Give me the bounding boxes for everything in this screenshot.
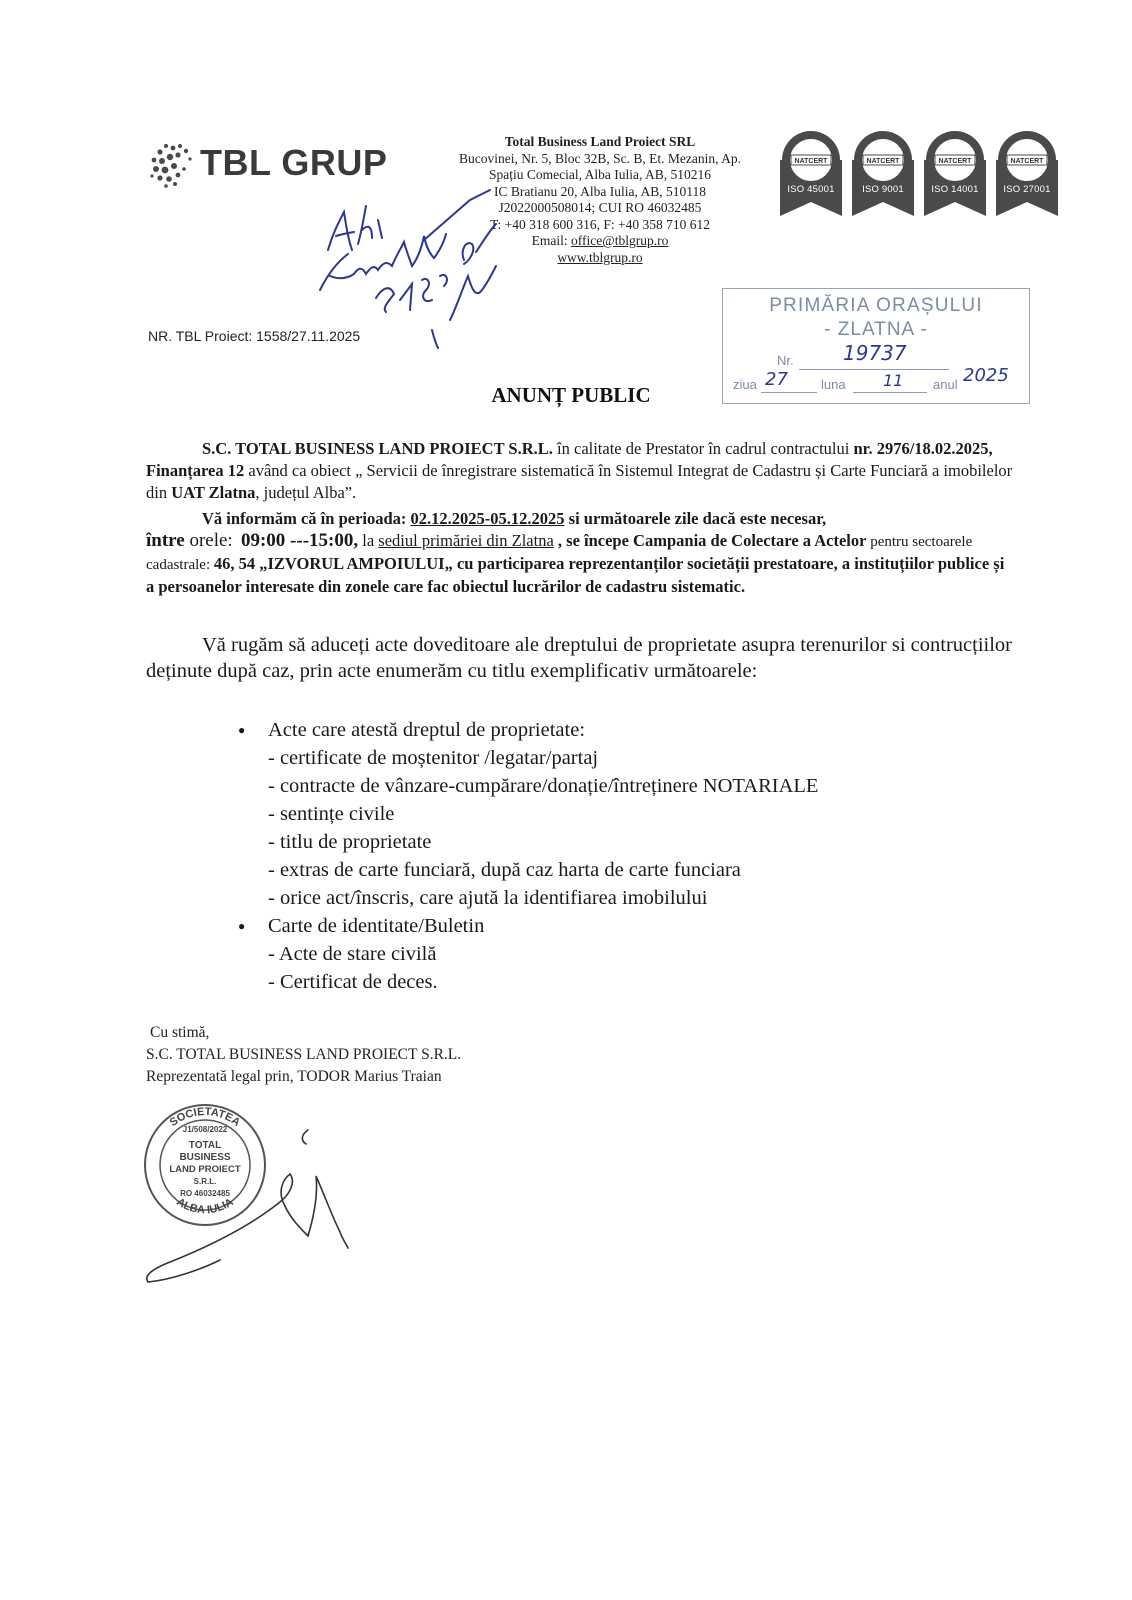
- uat-name: UAT Zlatna: [171, 483, 256, 502]
- stamp-day-label: ziua: [733, 377, 757, 392]
- campaign-hours: 09:00 ---15:00,: [240, 530, 359, 551]
- stamp-year-label: anul: [933, 377, 958, 392]
- phone-fax: T: +40 318 600 316, F: +40 358 710 612: [489, 216, 711, 232]
- stamp-nr-value: 19737: [843, 341, 907, 365]
- badge-brand: NATCERT: [938, 158, 972, 165]
- documents-list: [232, 716, 992, 996]
- iso-badge-label: ISO 9001: [862, 184, 904, 195]
- company-name: Total Business Land Proiect SRL: [504, 134, 696, 149]
- iso-badges: [778, 130, 1062, 226]
- logo-dots-icon: [148, 140, 198, 190]
- documents-request-paragraph: Vă rugăm să aduceți acte doveditoare ale dreptului de proprietate asupra terenurilor si contrucțiilor deținute după caz, prin acte enumerăm cu titlu exemplificativ următoarele:: [146, 634, 1012, 682]
- list-heading: ● Carte de identitate/Buletin: [232, 912, 992, 940]
- svg-text:LAND PROIECT: LAND PROIECT: [169, 1164, 241, 1175]
- svg-text:BUSINESS: BUSINESS: [179, 1152, 231, 1163]
- iso-badge: [922, 130, 988, 226]
- iso-badge: [850, 130, 916, 226]
- svg-text:ALBA IULIA: ALBA IULIA: [174, 1196, 236, 1217]
- badge-brand: NATCERT: [866, 158, 900, 165]
- logo-text: TBL GRUP: [200, 142, 388, 183]
- website-link[interactable]: www.tblgrup.ro: [557, 249, 643, 265]
- company-name-bold: S.C. TOTAL BUSINESS LAND PROIECT S.R.L.: [202, 439, 553, 458]
- svg-text:S.R.L.: S.R.L.: [193, 1177, 217, 1186]
- list-item: - certificate de moștenitor /legatar/partaj: [268, 747, 599, 769]
- list-item: - orice act/înscris, care ajută la identifiarea imobilului: [268, 887, 708, 909]
- svg-text:TOTAL: TOTAL: [188, 1140, 222, 1151]
- list-item: - titlu de proprietate: [268, 831, 432, 853]
- list-item: - contracte de vânzare-cumpărare/donație/întreținere NOTARIALE: [268, 775, 819, 797]
- list-item: - Acte de stare civilă: [268, 943, 437, 965]
- stamp-nr-label: Nr.: [777, 353, 794, 368]
- iso-badge-label: ISO 27001: [1003, 184, 1051, 195]
- address-line: Spațiu Comecial, Alba Iulia, AB, 510216: [489, 167, 711, 182]
- campaign-period: 02.12.2025-05.12.2025: [410, 509, 565, 528]
- stamp-nr-line: [799, 369, 949, 370]
- handwritten-annotation: [300, 180, 520, 350]
- iso-badge-label: ISO 45001: [787, 184, 835, 195]
- badge-brand: NATCERT: [1010, 158, 1044, 165]
- stamp-institution: PRIMĂRIA ORAȘULUI: [769, 295, 983, 316]
- address-line: IC Bratianu 20, Alba Iulia, AB, 510118: [493, 183, 707, 199]
- greeting: Cu stimă,: [150, 1024, 210, 1041]
- certification-badge-icon: [994, 130, 1060, 226]
- email-line: Email: office@tblgrup.ro: [531, 233, 669, 248]
- cadastral-sectors: 46, 54 „IZVORUL AMPOIULUI„ cu participarea reprezentanților societății prestatoare, a instituțiilor publice și a persoanelor interesate din zonele care fac obiectul lucrărilor de cadastru sistematic.: [146, 554, 1005, 596]
- certification-badge-icon: [778, 130, 844, 226]
- iso-badge-label: ISO 14001: [931, 184, 979, 195]
- list-heading: ● Acte care atestă dreptul de proprietate:: [232, 716, 992, 744]
- certification-badge-icon: [850, 130, 916, 226]
- reference-number: NR. TBL Proiect: 1558/27.11.2025: [148, 328, 361, 344]
- page-title: ANUNȚ PUBLIC: [491, 383, 651, 407]
- list-item: - Certificat de deces.: [268, 971, 438, 993]
- list-item: - extras de carte funciară, după caz harta de carte funciara: [268, 859, 741, 881]
- stamp-year-value: 2025: [963, 365, 1009, 386]
- stamp-month-value: 11: [883, 371, 904, 390]
- stamp-month-label: luna: [821, 377, 846, 392]
- campaign-location: sediul primăriei din Zlatna: [378, 531, 554, 550]
- closing-block: [146, 1022, 461, 1088]
- stamp-day-value: 27: [765, 369, 788, 390]
- hours-label: orele:: [189, 530, 233, 551]
- certification-badge-icon: [922, 130, 988, 226]
- contract-number: nr. 2976/18.02.2025, Finanțarea 12: [146, 439, 993, 480]
- iso-badge: [778, 130, 844, 226]
- signature: [140, 1120, 370, 1300]
- svg-text:SOCIETATEA: SOCIETATEA: [167, 1105, 243, 1129]
- list-item: - sentințe civile: [268, 803, 395, 825]
- intro-paragraph: S.C. TOTAL BUSINESS LAND PROIECT S.R.L. în calitate de Prestator în cadrul contractului nr. 2976/18.02.2025, Finanțarea 12 având ca obiect „ Servicii de înregistrare sistematică în Sistemul Integrat de Cadastru și Carte Funciară a imobilelor din UAT Zlatna, județul Alba”.: [146, 439, 1013, 502]
- address-line: Bucovinei, Nr. 5, Bloc 32B, Sc. B, Et. Mezanin, Ap.: [459, 150, 741, 166]
- iso-badge: [994, 130, 1060, 226]
- badge-brand: NATCERT: [794, 158, 828, 165]
- email-link[interactable]: office@tblgrup.ro: [571, 233, 669, 248]
- svg-text:J1/508/2022: J1/508/2022: [182, 1125, 228, 1134]
- registration-number: J2022000508014; CUI RO 46032485: [498, 200, 702, 215]
- legal-representative: Reprezentată legal prin, TODOR Marius Traian: [146, 1068, 442, 1085]
- stamp-town: - ZLATNA -: [824, 319, 928, 340]
- campaign-paragraph: Vă informăm că în perioada: 02.12.2025-05.12.2025 si următoarele zile dacă este necesar, între orele: 09:00 ---15:00, la sediul primăriei din Zlatna , se începe Campania de Colectare a Actelor pentru sectoarele cadastrale: 46, 54 „IZVORUL AMPOIULUI„ cu participarea reprezentanților societății prestatoare, a instituțiilor publice și a persoanelor interesate din zonele care fac obiectul lucrărilor de cadastru sistematic.: [146, 509, 1005, 596]
- svg-text:RO 46032485: RO 46032485: [180, 1189, 230, 1198]
- closing-company: S.C. TOTAL BUSINESS LAND PROIECT S.R.L.: [146, 1046, 462, 1063]
